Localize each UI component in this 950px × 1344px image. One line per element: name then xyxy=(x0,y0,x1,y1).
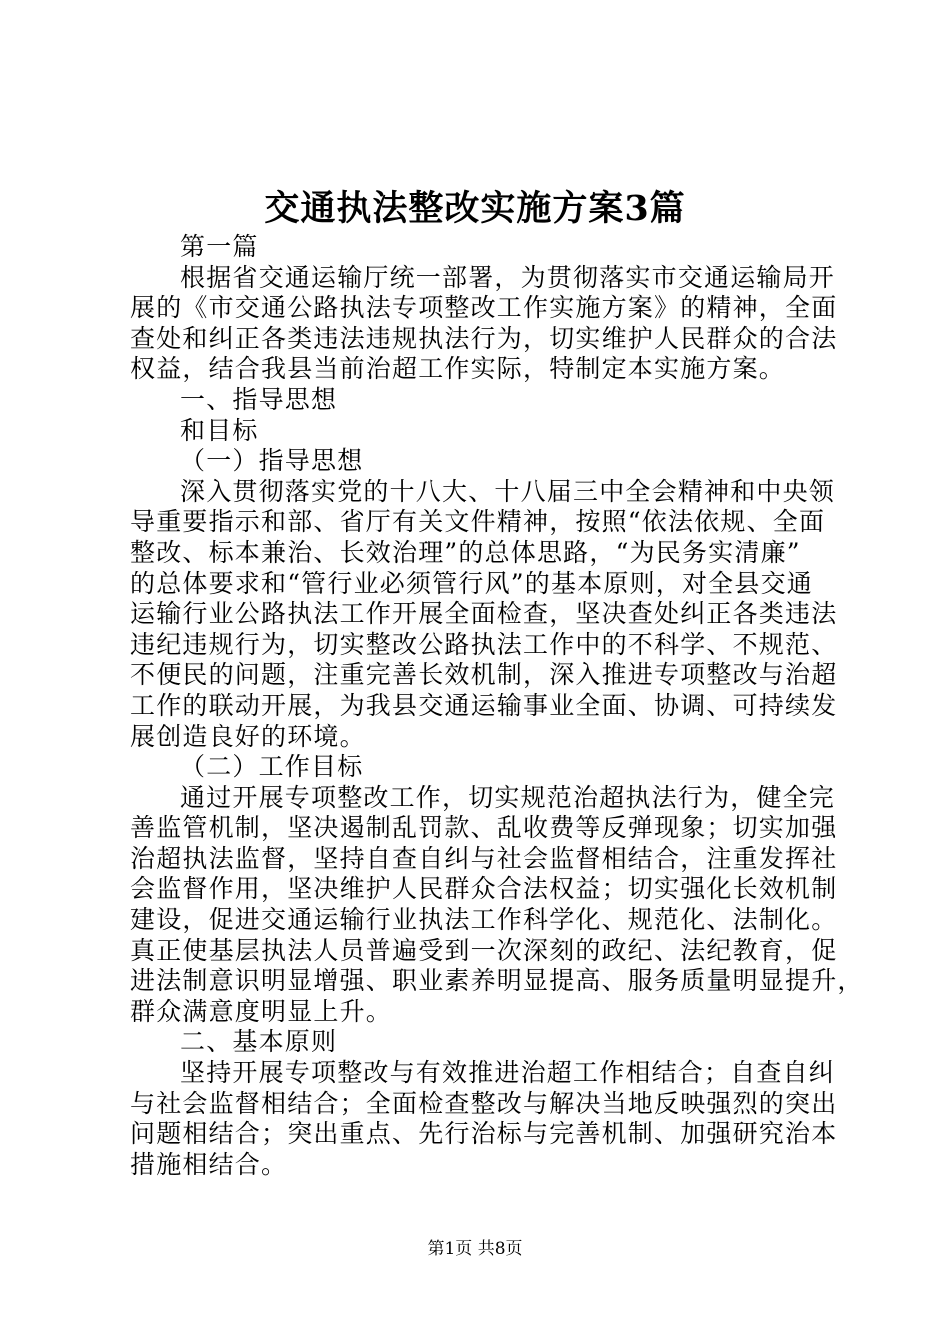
paragraph-line: 整改、标本兼治、长效治理”的总体思路，“为民务实清廉” xyxy=(130,537,801,567)
paragraph-line: （一）指导思想 xyxy=(180,446,364,476)
paragraph-line: 工作的联动开展，为我县交通运输事业全面、协调、可持续发 xyxy=(130,690,838,720)
paragraph-line: 展的《市交通公路执法专项整改工作实施方案》的精神，全面 xyxy=(130,293,838,323)
paragraph-line: 坚持开展专项整改与有效推进治超工作相结合；自查自纠 xyxy=(180,1058,836,1088)
paragraph-line: 根据省交通运输厅统一部署，为贯彻落实市交通运输局开 xyxy=(180,262,836,292)
paragraph-line: 导重要指示和部、省厅有关文件精神，按照“依法依规、全面 xyxy=(130,507,826,537)
paragraph-line: 第一篇 xyxy=(180,232,259,261)
paragraph-line: 违纪违规行为，切实整改公路执法工作中的不科学、不规范、 xyxy=(130,629,838,659)
paragraph-line: 运输行业公路执法工作开展全面检查，坚决查处纠正各类违法 xyxy=(130,599,838,629)
paragraph-line: 和目标 xyxy=(180,415,259,445)
paragraph-line: 二、基本原则 xyxy=(180,1027,338,1057)
paragraph-line: 善监管机制，坚决遏制乱罚款、乱收费等反弹现象；切实加强 xyxy=(130,813,838,843)
paragraph-line: 不便民的问题，注重完善长效机制，深入推进专项整改与治超 xyxy=(130,660,838,690)
paragraph-line: 查处和纠正各类违法违规执法行为，切实维护人民群众的合法 xyxy=(130,323,838,353)
paragraph-line: 治超执法监督，坚持自查自纠与社会监督相结合，注重发挥社 xyxy=(130,843,838,873)
paragraph-line: 深入贯彻落实党的十八大、十八届三中全会精神和中央领 xyxy=(180,476,836,506)
page-footer: 第1页 共8页 xyxy=(427,1239,523,1259)
paragraph-line: 群众满意度明显上升。 xyxy=(130,996,393,1026)
paragraph-line: 与社会监督相结合；全面检查整改与解决当地反映强烈的突出 xyxy=(130,1088,838,1118)
paragraph-line: 问题相结合；突出重点、先行治标与完善机制、加强研究治本 xyxy=(130,1119,838,1149)
paragraph-line: 展创造良好的环境。 xyxy=(130,721,366,751)
paragraph-line: 通过开展专项整改工作，切实规范治超执法行为，健全完 xyxy=(180,782,836,812)
paragraph-line: 权益，结合我县当前治超工作实际，特制定本实施方案。 xyxy=(130,354,786,384)
paragraph-line: 会监督作用，坚决维护人民群众合法权益；切实强化长效机制 xyxy=(130,874,838,904)
paragraph-line: （二）工作目标 xyxy=(180,752,364,782)
document-title: 交通执法整改实施方案3篇 xyxy=(264,188,686,229)
paragraph-line: 一、指导思想 xyxy=(180,384,338,414)
paragraph-line: 真正使基层执法人员普遍受到一次深刻的政纪、法纪教育，促 xyxy=(130,935,838,965)
paragraph-line: 进法制意识明显增强、职业素养明显提高、服务质量明显提升， xyxy=(130,966,864,996)
paragraph-line: 措施相结合。 xyxy=(130,1149,288,1179)
paragraph-line: 建设，促进交通运输行业执法工作科学化、规范化、法制化。 xyxy=(130,905,838,935)
document-body xyxy=(130,232,864,1180)
paragraph-line: 的总体要求和“管行业必须管行风”的基本原则，对全县交通 xyxy=(130,568,813,598)
